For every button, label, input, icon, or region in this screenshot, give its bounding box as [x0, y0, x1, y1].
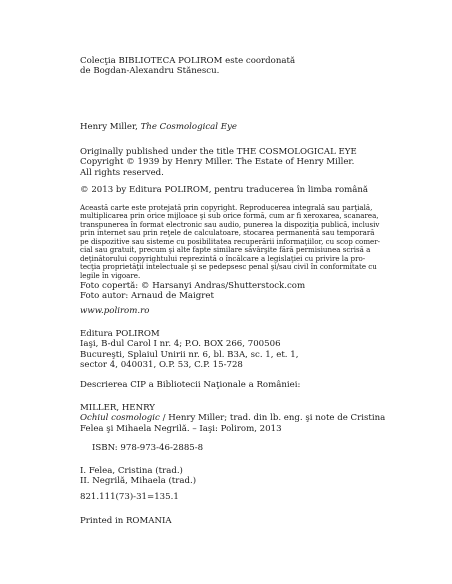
- series-note-line-2: de Bogdan-Alexandru Stănescu.: [80, 66, 220, 77]
- publisher-address-line: sector 4, 040031, O.P. 53, C.P. 15-728: [80, 360, 243, 371]
- original-title-line: Originally published under the title THE COSMOLOGICAL EYE: [80, 147, 357, 157]
- cip-line-2: Felea şi Mihaela Negrilă. – Iaşi: Polirom, 2013: [80, 423, 282, 434]
- legal-notice-line: pe dispozitive sau sisteme cu posibilitatea recuperării informaţiilor, cu scop comer-: [80, 236, 381, 246]
- legal-notice-line: deţinătorului copyrightului reprezintă o încălcare a legislaţiei cu privire la pro-: [80, 253, 366, 263]
- printed-in: Printed in ROMANIA: [80, 516, 172, 526]
- rights-line: All rights reserved.: [80, 167, 164, 178]
- translator-2: II. Negrilă, Mihaela (trad.): [80, 476, 197, 487]
- photo-credits: [80, 281, 400, 302]
- series-note: [80, 56, 400, 77]
- cover-photo-credit: Foto copertă: © Harsanyi Andras/Shutterstock.com: [80, 281, 306, 291]
- author-photo-credit: Foto autor: Arnaud de Maigret: [80, 291, 214, 302]
- publisher-address: [80, 329, 400, 371]
- translation-copyright: © 2013 by Editura POLIROM, pentru traducerea în limba română: [80, 185, 369, 195]
- cip-author: MILLER, HENRY: [80, 403, 155, 413]
- publisher-name: Editura POLIROM: [80, 329, 160, 339]
- copyright-line: Copyright © 1939 by Henry Miller. The Estate of Henry Miller.: [80, 157, 355, 168]
- series-note-line-1: Colecţia BIBLIOTECA POLIROM este coordonată: [80, 56, 296, 66]
- legal-notice-line: legile în vigoare.: [80, 270, 141, 280]
- legal-notice-line: transpunerea în format electronic sau audio, punerea la dispoziţia publică, inclusiv: [80, 219, 380, 229]
- cip-record: [80, 403, 400, 434]
- classification-code: 821.111(73)-31=135.1: [80, 492, 179, 502]
- translator-1: I. Felea, Cristina (trad.): [80, 466, 183, 476]
- author-name: Henry Miller,: [80, 122, 141, 132]
- legal-notice-line: prin internet sau prin reţele de calculatoare, stocarea permanentă sau temporară: [80, 228, 375, 238]
- legal-notice-line: tecţia proprietăţii intelectuale şi se pedepsesc penal şi/sau civil în conformitate cu: [80, 262, 377, 272]
- isbn: ISBN: 978-973-46-2885-8: [92, 443, 204, 453]
- cip-title: Ochiul cosmologic: [80, 413, 160, 424]
- website: www.polirom.ro: [80, 306, 150, 316]
- cip-translators: [80, 466, 400, 487]
- legal-notice-line: multiplicarea prin orice mijloace şi sub orice formă, cum ar fi xeroxarea, scanarea,: [80, 211, 379, 221]
- book-title: The Cosmological Eye: [140, 122, 237, 132]
- legal-notice-line: cial sau gratuit, precum şi alte fapte similare săvârşite fără permisiunea scrisă a: [80, 245, 371, 255]
- publisher-address-line: Iaşi, B-dul Carol I nr. 4; P.O. BOX 266, 700506: [80, 339, 281, 350]
- publisher-address-line: Bucureşti, Splaiul Unirii nr. 6, bl. B3A, sc. 1, et. 1,: [80, 349, 299, 360]
- cip-heading: Descrierea CIP a Bibliotecii Naţionale a României:: [80, 380, 301, 390]
- legal-notice-line: Această carte este protejată prin copyright. Reproducerea integrală sau parţială,: [80, 203, 373, 212]
- original-publication: [80, 147, 400, 178]
- author-title-line: [80, 122, 400, 132]
- cip-title-rest: / Henry Miller; trad. din lb. eng. şi note de Cristina: [159, 413, 386, 424]
- legal-notice: [80, 204, 400, 280]
